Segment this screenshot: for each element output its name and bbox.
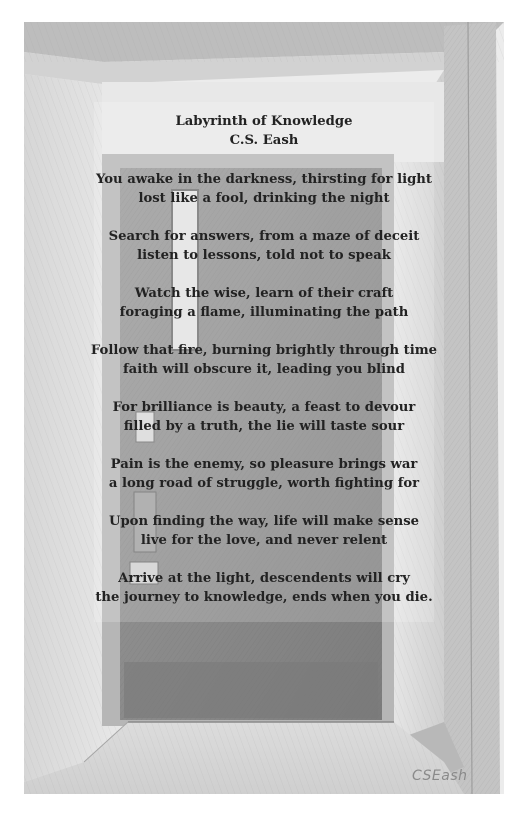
stanza-line: Pain is the enemy, so pleasure brings war — [110, 457, 418, 472]
stanza-line: faith will obscure it, leading you blind — [122, 362, 405, 377]
stanza-line: listen to lessons, told not to speak — [137, 248, 391, 263]
stanza-7 — [24, 512, 504, 550]
stanza-2 — [24, 227, 504, 265]
stanza-6 — [24, 455, 504, 493]
stanza-line: live for the love, and never relent — [140, 533, 388, 548]
stanza-8 — [24, 569, 504, 607]
stanza-line: filled by a truth, the lie will taste sour — [123, 419, 405, 434]
poem-author: C.S. Eash — [229, 133, 299, 148]
stanza-line: lost like a fool, drinking the night — [138, 191, 390, 206]
artist-signature: CSEash — [412, 768, 468, 784]
stanza-line: Watch the wise, learn of their craft — [134, 286, 394, 301]
stanza-line: the journey to knowledge, ends when you die. — [95, 590, 433, 605]
poem-header — [24, 112, 504, 150]
stanza-line: You awake in the darkness, thirsting for light — [95, 172, 432, 187]
stanza-line: For brilliance is beauty, a feast to devour — [112, 400, 416, 415]
stanza-4 — [24, 341, 504, 379]
poem-text — [24, 112, 504, 626]
stanza-line: foraging a flame, illuminating the path — [119, 305, 409, 320]
stanza-line: Arrive at the light, descendents will cry — [118, 571, 410, 586]
stanza-3 — [24, 284, 504, 322]
stanza-1 — [24, 170, 504, 208]
stanza-line: Follow that fire, burning brightly through time — [90, 343, 438, 358]
stanza-line: Upon finding the way, life will make sense — [108, 514, 420, 529]
stanza-5 — [24, 398, 504, 436]
poem-title: Labyrinth of Knowledge — [175, 114, 353, 129]
stanza-line: a long road of struggle, worth fighting for — [108, 476, 420, 491]
stanza-line: Search for answers, from a maze of deceit — [108, 229, 420, 244]
